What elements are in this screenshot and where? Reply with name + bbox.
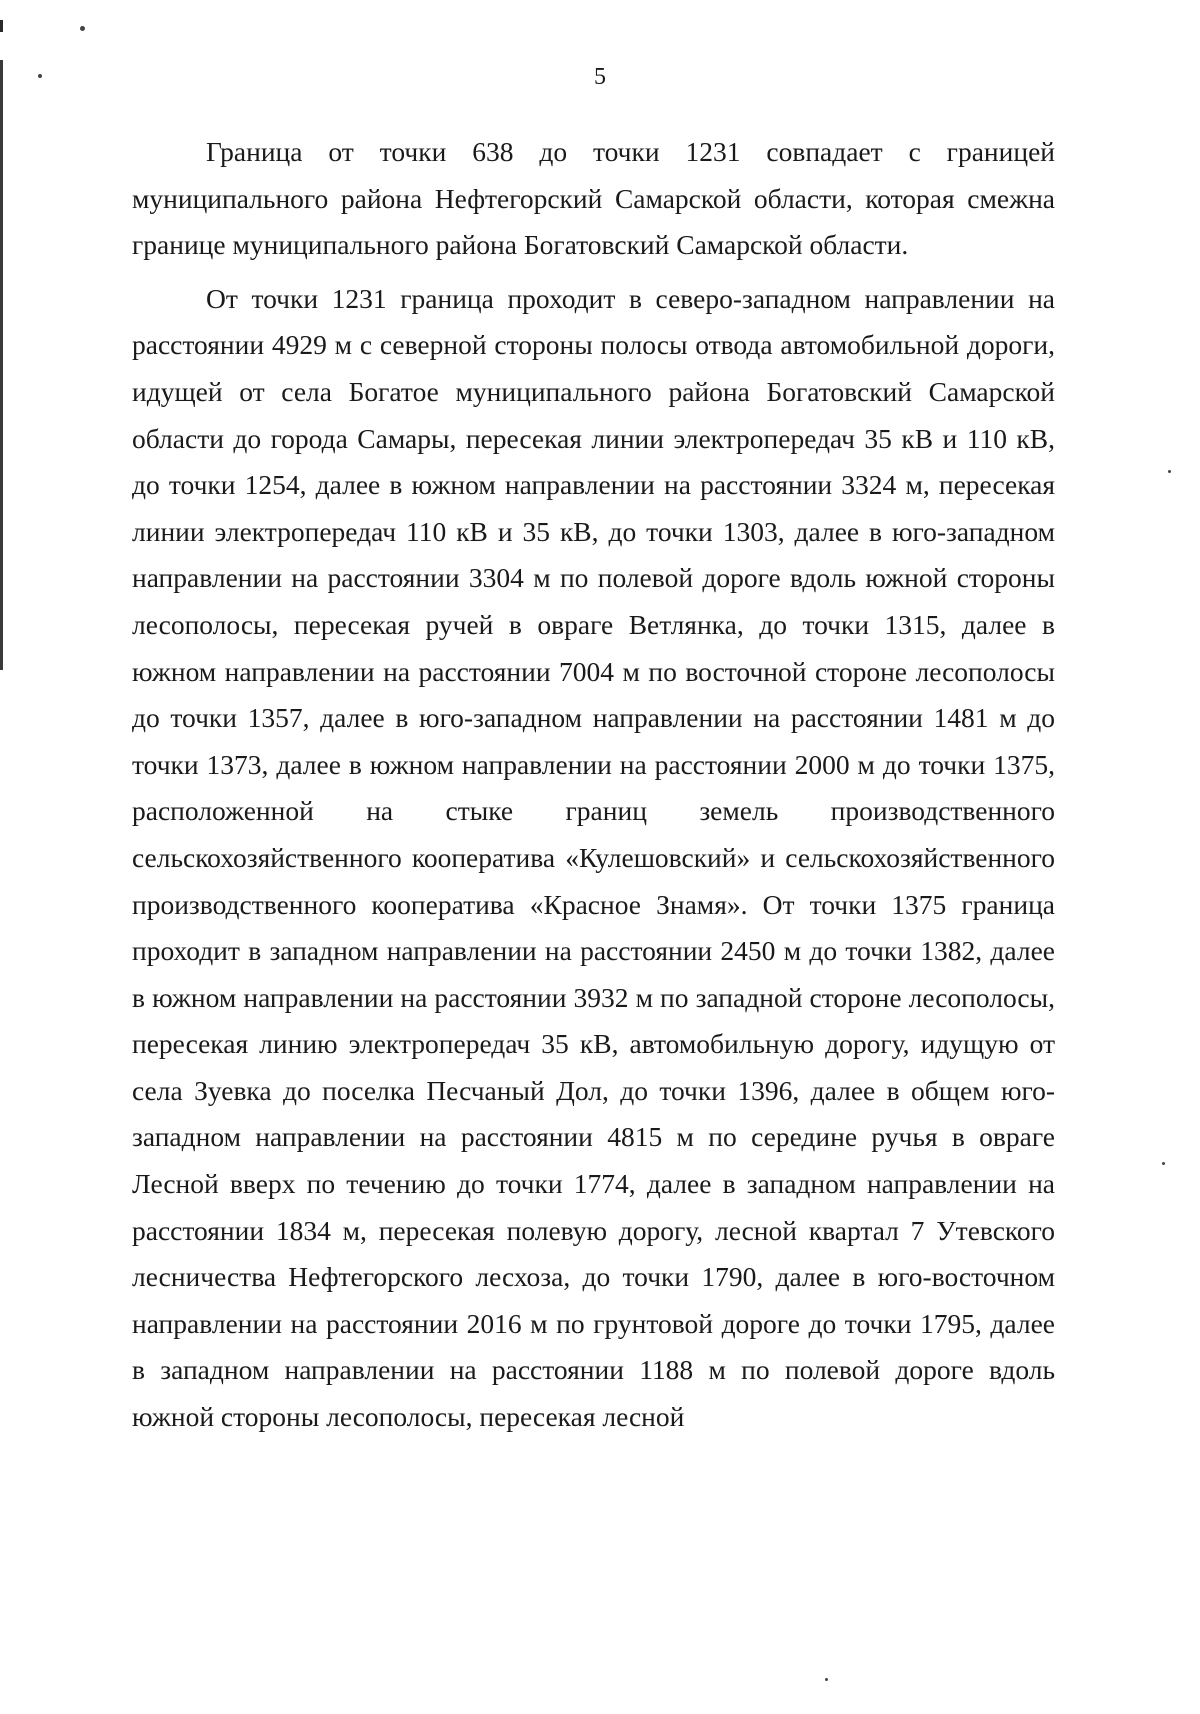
page-number: 5 xyxy=(594,64,606,90)
scan-speck xyxy=(80,26,85,31)
document-body xyxy=(132,129,1055,1441)
scan-speck xyxy=(1162,1162,1165,1165)
scan-speck xyxy=(825,1678,828,1681)
scan-binding-edge xyxy=(0,60,3,670)
paragraph: Граница от точки 638 до точки 1231 совпадает с границей муниципального района Нефтегорский Самарской области, которая смежна границе муниципального района Богатовский Самарской области. xyxy=(132,136,1055,261)
scan-speck xyxy=(1168,470,1171,473)
scan-binding-mark xyxy=(0,20,3,32)
paragraph: От точки 1231 граница проходит в северо-западном направлении на расстоянии 4929 м с северной стороны полосы отвода автомобильной дороги, идущей от села Богатое муниципального района Богатовский Самарской области до города Самары, пересекая линии электропередач 35 кВ и 110 кВ, до точки 1254, далее в южном направлении на расстоянии 3324 м, пересекая линии электропередач 110 кВ и 35 кВ, до точки 1303, далее в юго-западном направлении на расстоянии 3304 м по полевой дороге вдоль южной стороны лесополосы, пересекая ручей в овраге Ветлянка, до точки 1315, далее в южном направлении на расстоянии 7004 м по восточной стороне лесополосы до точки 1357, далее в юго-западном направлении на расстоянии 1481 м до точки 1373, далее в южном направлении на расстоянии 2000 м до точки 1375, расположенной на стыке границ земель производственного сельскохозяйственного кооператива «Кулешовский» и сельскохозяйственного производственного кооператива «Красное Знамя». От точки 1375 граница проходит в западном направлении на расстоянии 2450 м до точки 1382, далее в южном направлении на расстоянии 3932 м по западной стороне лесополосы, пересекая линию электропередач 35 кВ, автомобильную дорогу, идущую от села Зуевка до поселка Песчаный Дол, до точки 1396, далее в общем юго-западном направлении на расстоянии 4815 м по середине ручья в овраге Лесной вверх по течению до точки 1774, далее в западном направлении на расстоянии 1834 м, пересекая полевую дорогу, лесной квартал 7 Утевского лесничества Нефтегорского лесхоза, до точки 1790, далее в юго-восточном направлении на расстоянии 2016 м по грунтовой дороге до точки 1795, далее в западном направлении на расстоянии 1188 м по полевой дороге вдоль южной стороны лесополосы, пересекая лесной xyxy=(132,282,1055,1433)
